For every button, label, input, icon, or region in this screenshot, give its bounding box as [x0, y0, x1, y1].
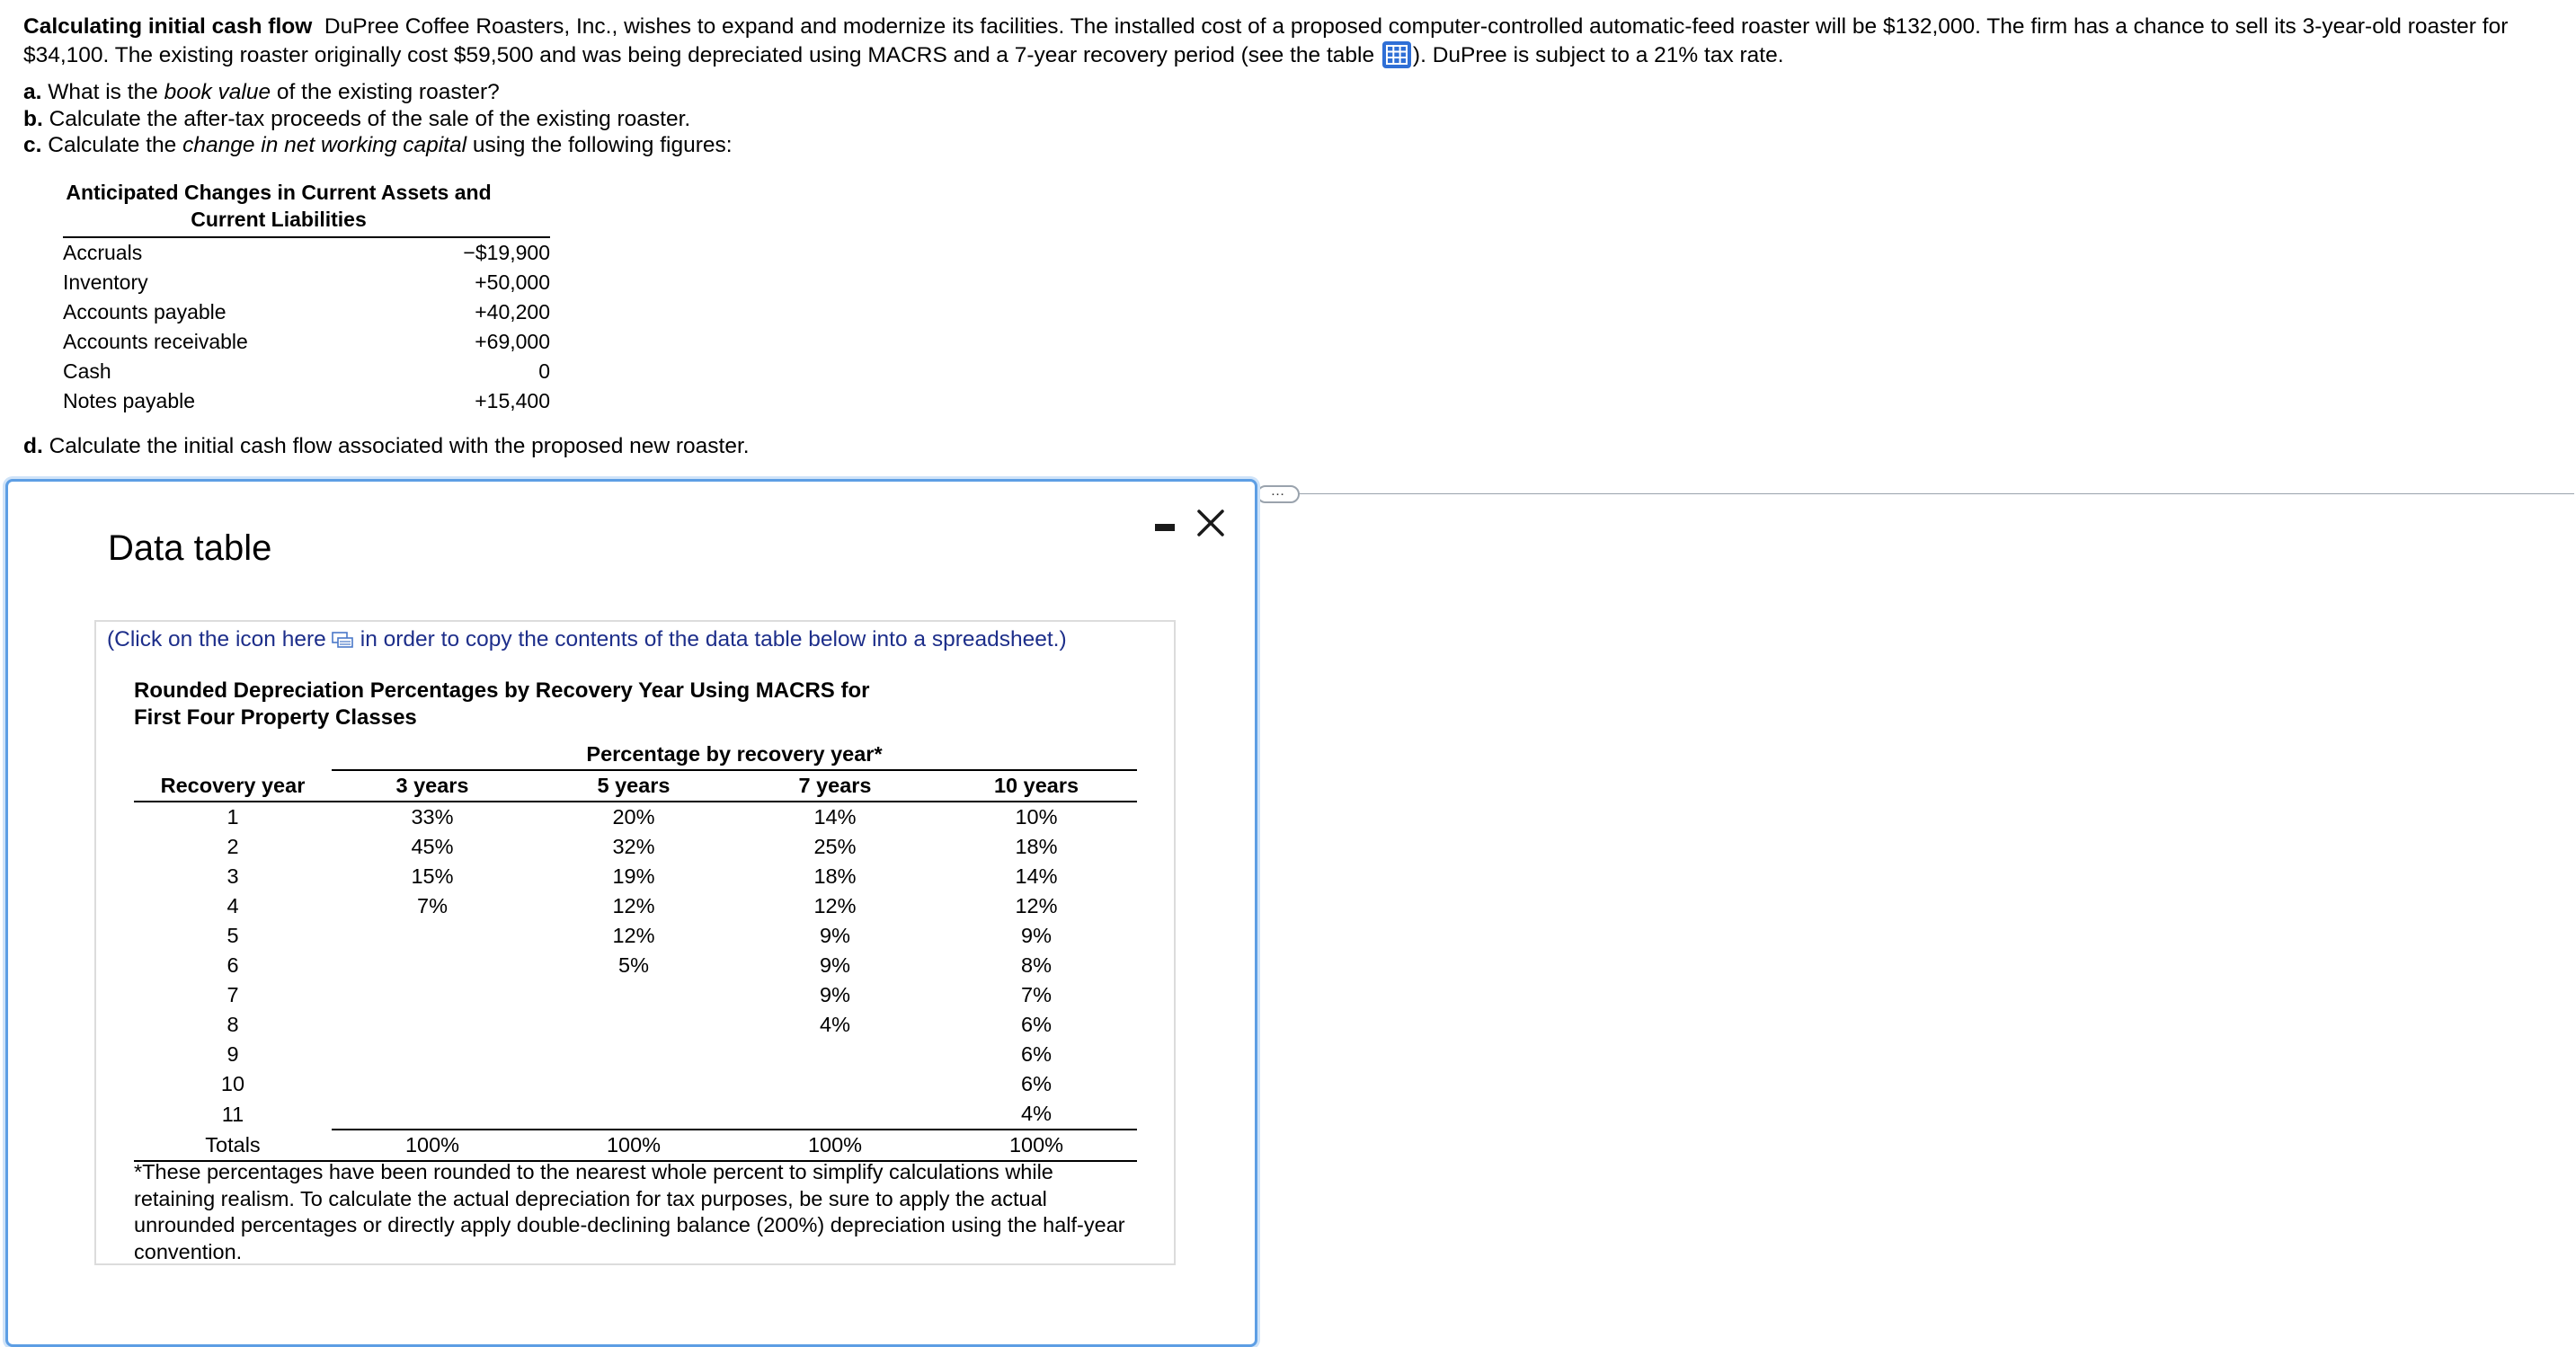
table-row — [134, 1099, 1137, 1130]
part-a-text-end: of the existing roaster? — [271, 80, 500, 104]
table-row — [63, 357, 550, 386]
table-cell: 9% — [820, 983, 850, 1006]
table-cell: 45% — [411, 835, 454, 858]
totals-row — [134, 1130, 1137, 1161]
row-label: Cash — [63, 359, 111, 383]
part-b-label: b. — [23, 106, 43, 131]
column-header: 5 years — [533, 770, 734, 802]
row-value: +40,200 — [475, 300, 550, 323]
working-capital-rows — [63, 238, 550, 416]
macrs-caption-line-2: First Four Property Classes — [134, 705, 417, 730]
table-cell — [533, 1010, 734, 1040]
caption-line-2: Current Liabilities — [191, 208, 367, 231]
table-grid-icon[interactable] — [1382, 41, 1411, 68]
macrs-caption-line-1: Rounded Depreciation Percentages by Recovery Year Using MACRS for — [134, 678, 870, 703]
table-cell: 9% — [820, 924, 850, 947]
group-header: Percentage by recovery year* — [332, 740, 1137, 770]
part-c-emphasis: change in net working capital — [182, 133, 467, 157]
divider — [1298, 493, 2574, 494]
table-row — [63, 297, 550, 327]
table-row — [134, 980, 1137, 1010]
table-cell: 3 — [227, 864, 239, 888]
table-row — [134, 1040, 1137, 1069]
table-cell: 20% — [612, 805, 655, 829]
part-a-text: What is the — [48, 80, 164, 104]
footnote: *These percentages have been rounded to the nearest whole percent to simplify calculations while retaining realism. To calculate the actual depreciation for tax purposes, be sure to apply the actual unrounded percentages or directly apply double-declining balance (200%) depreciation using the half-year convention. — [134, 1160, 1125, 1263]
table-cell — [332, 1010, 533, 1040]
column-header: 10 years — [936, 770, 1137, 802]
totals-cell: Totals — [134, 1130, 332, 1161]
table-cell: 5% — [618, 953, 649, 977]
copy-hint-text-end: in order to copy the contents of the data table below into a spreadsheet.) — [360, 627, 1067, 651]
macrs-caption — [134, 678, 869, 731]
part-d-label: d. — [23, 434, 43, 458]
table-cell: 10 — [220, 1072, 245, 1095]
table-cell: 7% — [417, 894, 448, 917]
totals-cell: 100% — [734, 1130, 936, 1161]
caption-line-1: Anticipated Changes in Current Assets and — [66, 181, 492, 204]
dialog-title: Data table — [108, 528, 272, 568]
minimize-icon[interactable] — [1155, 524, 1175, 531]
table-cell: 4% — [820, 1013, 850, 1036]
blank-header — [134, 740, 332, 770]
column-header: 7 years — [734, 770, 936, 802]
table-cell — [533, 1040, 734, 1069]
table-cell: 6% — [1021, 1072, 1052, 1095]
close-icon[interactable] — [1195, 507, 1227, 539]
table-row — [63, 268, 550, 297]
table-row — [134, 802, 1137, 832]
table-cell — [332, 921, 533, 951]
table-cell: 12% — [1015, 894, 1058, 917]
copy-hint — [107, 627, 1067, 652]
table-cell: 18% — [1015, 835, 1058, 858]
table-cell — [332, 1040, 533, 1069]
row-label: Notes payable — [63, 389, 196, 412]
table-row — [134, 891, 1137, 921]
table-cell: 4 — [227, 894, 239, 917]
row-label: Inventory — [63, 270, 148, 294]
table-cell: 25% — [813, 835, 857, 858]
copy-hint-text: (Click on the icon here — [107, 627, 326, 651]
table-row — [63, 238, 550, 268]
row-label: Accruals — [63, 241, 143, 264]
macrs-table — [134, 740, 1137, 1162]
table-cell — [533, 1069, 734, 1099]
table-cell: 1 — [227, 805, 239, 829]
row-value: 0 — [538, 359, 550, 383]
group-header-row — [134, 740, 1137, 770]
table-cell: 6% — [1021, 1042, 1052, 1066]
table-cell: 19% — [612, 864, 655, 888]
row-value: +50,000 — [475, 270, 550, 294]
table-cell — [332, 980, 533, 1010]
part-b-text: Calculate the after-tax proceeds of the sale of the existing roaster. — [49, 106, 691, 131]
table-cell: 12% — [612, 924, 655, 947]
table-cell: 10% — [1015, 805, 1058, 829]
table-row — [134, 832, 1137, 862]
table-cell — [533, 980, 734, 1010]
column-header: 3 years — [332, 770, 533, 802]
problem-paragraph — [23, 13, 2567, 70]
data-table-dialog — [5, 479, 1257, 1347]
part-c-text: Calculate the — [48, 133, 183, 157]
table-row — [134, 1069, 1137, 1099]
part-c-label: c. — [23, 133, 42, 157]
table-cell: 33% — [411, 805, 454, 829]
working-capital-caption — [36, 179, 521, 233]
part-a-label: a. — [23, 80, 42, 104]
table-cell: 12% — [612, 894, 655, 917]
table-cell: 7% — [1021, 983, 1052, 1006]
more-options-button[interactable]: … — [1257, 485, 1300, 503]
problem-parts — [23, 79, 733, 159]
row-value: +69,000 — [475, 330, 550, 353]
table-cell: 32% — [612, 835, 655, 858]
table-cell — [734, 1040, 936, 1069]
problem-text: DuPree Coffee Roasters, Inc., wishes to expand and modernize its facilities. The installed cost of a proposed computer-controlled automatic-feed roaster will be $132,000. The firm has a chance to sell its 3-year-old roaster for $34,100. The existing roaster originally cost $59,500 and was being depreciated using MACRS and a 7-year recovery period (see the table — [23, 14, 2509, 67]
table-cell: 7 — [227, 983, 239, 1006]
macrs-body — [134, 802, 1137, 1161]
table-cell: 8 — [227, 1013, 239, 1036]
working-capital-table — [63, 179, 550, 416]
problem-statement — [23, 13, 2567, 70]
part-d — [23, 432, 750, 461]
table-cell: 5 — [227, 924, 239, 947]
table-cell: 12% — [813, 894, 857, 917]
table-row — [63, 386, 550, 416]
problem-title: Calculating initial cash flow — [23, 14, 313, 39]
table-cell: 9% — [1021, 924, 1052, 947]
table-cell: 6 — [227, 953, 239, 977]
table-cell — [332, 1099, 533, 1130]
table-cell: 11 — [221, 1102, 244, 1126]
totals-cell: 100% — [936, 1130, 1137, 1161]
part-a-emphasis: book value — [164, 80, 271, 104]
part-b — [23, 106, 733, 133]
row-label: Accounts payable — [63, 300, 227, 323]
problem-text-tail: ). DuPree is subject to a 21% tax rate. — [1412, 43, 1784, 67]
table-cell — [332, 951, 533, 980]
row-label: Accounts receivable — [63, 330, 248, 353]
table-cell: 6% — [1021, 1013, 1052, 1036]
table-row — [63, 327, 550, 357]
table-cell — [533, 1099, 734, 1130]
table-cell — [734, 1069, 936, 1099]
part-c — [23, 132, 733, 159]
table-cell: 14% — [1015, 864, 1058, 888]
data-table-panel — [94, 620, 1176, 1265]
part-c-text-end: using the following figures: — [466, 133, 733, 157]
table-cell: 9 — [227, 1042, 239, 1066]
table-row — [134, 951, 1137, 980]
part-a — [23, 79, 733, 106]
table-cell: 9% — [820, 953, 850, 977]
table-row — [134, 1010, 1137, 1040]
column-header: Recovery year — [134, 770, 332, 802]
row-value: −$19,900 — [463, 241, 550, 264]
table-row — [134, 862, 1137, 891]
table-cell: 15% — [411, 864, 454, 888]
totals-cell: 100% — [533, 1130, 734, 1161]
table-cell: 4% — [1021, 1102, 1052, 1125]
table-cell — [332, 1069, 533, 1099]
table-cell: 2 — [227, 835, 239, 858]
row-value: +15,400 — [475, 389, 550, 412]
part-d-text: Calculate the initial cash flow associated with the proposed new roaster. — [49, 434, 750, 458]
column-header-row — [134, 770, 1137, 802]
copy-spreadsheet-icon[interactable] — [332, 631, 353, 649]
table-row — [134, 921, 1137, 951]
table-cell: 8% — [1021, 953, 1052, 977]
table-cell: 18% — [813, 864, 857, 888]
table-cell — [734, 1099, 936, 1130]
table-cell: 14% — [813, 805, 857, 829]
totals-cell: 100% — [332, 1130, 533, 1161]
